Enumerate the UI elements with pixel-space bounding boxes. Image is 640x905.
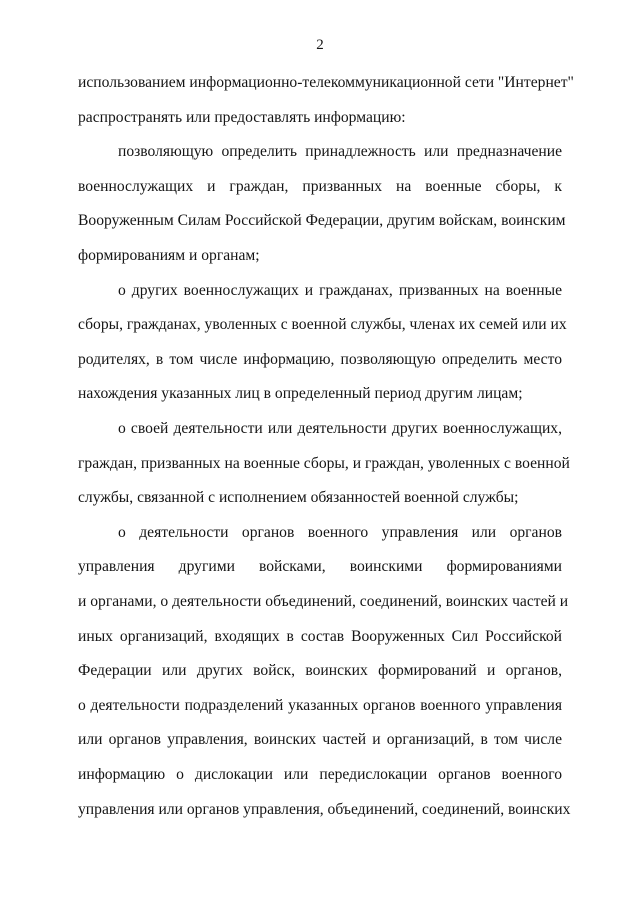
text-line: о своей деятельности или деятельности других военнослужащих, — [118, 420, 562, 437]
text-line: Вооруженным Силам Российской Федерации, другим войскам, воинским — [78, 212, 566, 230]
text-line: иных организаций, входящих в состав Вооруженных Сил Российской — [78, 627, 562, 645]
text-line: управления другими войсками, воинскими формированиями — [78, 558, 562, 576]
text-line: о деятельности подразделений указанных органов военного управления — [78, 696, 562, 714]
text-line: сборы, гражданах, уволенных с военной службы, членах их семей или их — [78, 316, 567, 334]
text-line: использованием информационно-телекоммуникационной сети "Интернет" — [78, 74, 574, 91]
text-line: управления или органов управления, объединений, соединений, воинских — [78, 800, 571, 818]
text-line: граждан, призванных на военные сборы, и граждан, уволенных с военной — [78, 454, 570, 472]
text-line: службы, связанной с исполнением обязанностей военной службы; — [78, 489, 519, 507]
text-line: родителях, в том числе информацию, позволяющую определить место — [78, 350, 562, 368]
text-line: военнослужащих и граждан, призванных на военные сборы, к — [78, 177, 562, 195]
text-line: о других военнослужащих и гражданах, призванных на военные — [118, 281, 562, 299]
text-line: позволяющую определить принадлежность или предназначение — [118, 143, 562, 161]
text-line: Федерации или других войск, воинских формирований и органов, — [78, 662, 562, 680]
text-line: о деятельности органов военного управления или органов — [118, 523, 562, 541]
page-number: 2 — [316, 37, 324, 53]
text-line: и органами, о деятельности объединений, соединений, воинских частей и — [78, 593, 569, 610]
text-line: информацию о дислокации или передислокации органов военного — [78, 766, 562, 783]
text-line: распространять или предоставлять информацию: — [78, 108, 406, 126]
text-line: нахождения указанных лиц в определенный период другим лицам; — [78, 385, 523, 403]
text-line: формированиям и органам; — [78, 247, 260, 264]
text-line: или органов управления, воинских частей и организаций, в том числе — [78, 731, 562, 749]
